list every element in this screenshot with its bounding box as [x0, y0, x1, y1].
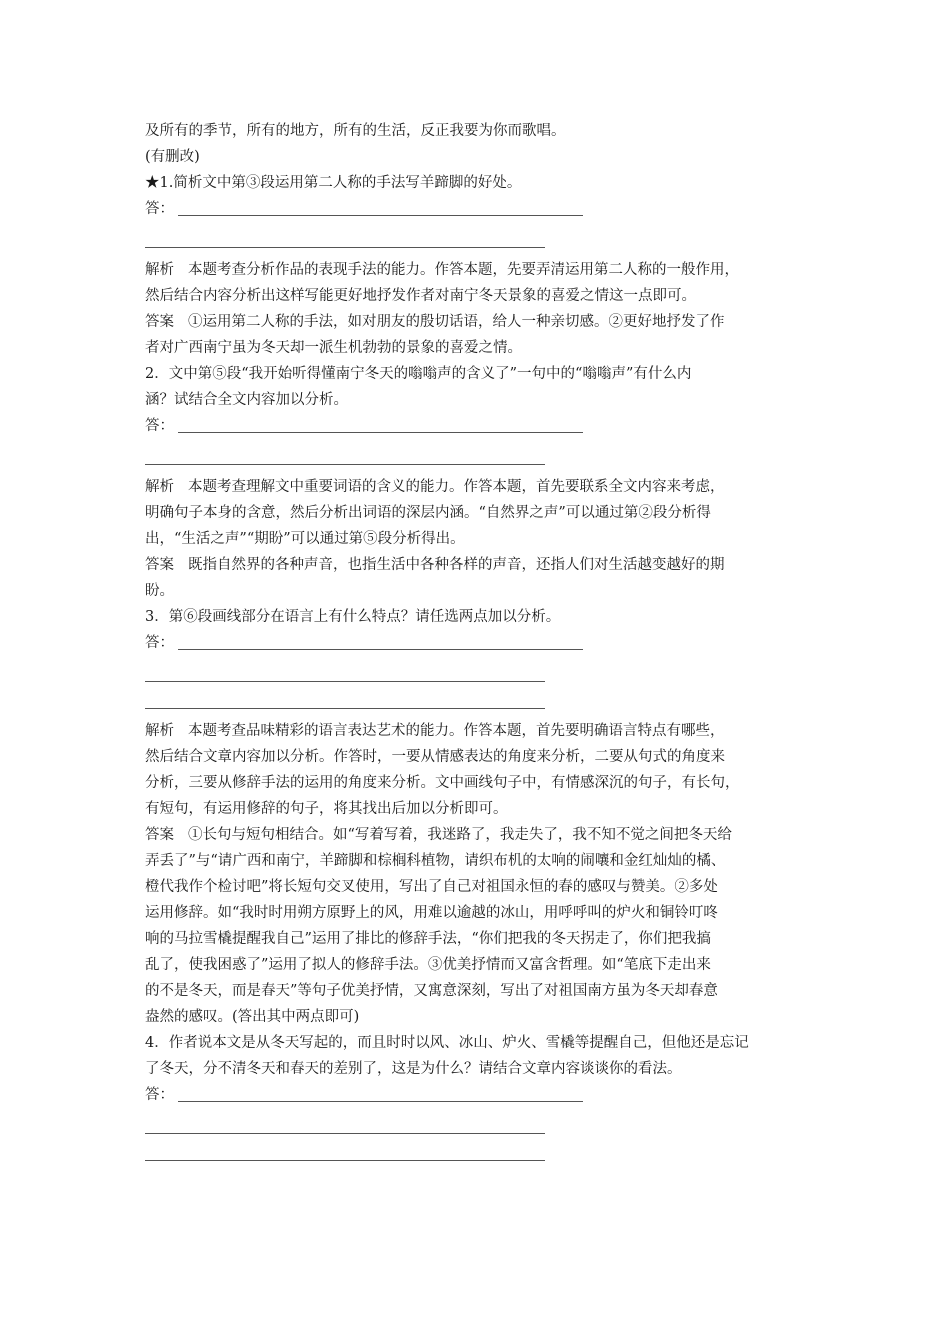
answer-line[interactable]	[178, 431, 583, 433]
answer-3-line-2: 弄丢了”与“请广西和南宁，羊蹄脚和棕榈科植物，请织布机的太响的闹嚷和金红灿灿的橘、	[145, 853, 726, 869]
answer-line[interactable]	[145, 439, 545, 465]
analysis-3-line-4: 有短句，有运用修辞的句子，将其找出后加以分析即可。	[145, 801, 508, 817]
answer-2-line-2: 盼。	[145, 583, 174, 599]
analysis-2-line-3: 出，“生活之声”“期盼”可以通过第⑤段分析得出。	[145, 531, 465, 547]
analysis-3-line-1: 解析 本题考查品味精彩的语言表达艺术的能力。作答本题，首先要明确语言特点有哪些，	[145, 723, 725, 739]
analysis-3-line-3: 分析，三要从修辞手法的运用的角度来分析。文中画线句子中，有情感深沉的句子，有长句，	[145, 775, 740, 791]
answer-area-2[interactable]	[145, 413, 805, 439]
answer-2-line-1: 答案 既指自然界的各种声音，也指生活中各种各样的声音，还指人们对生活越变越好的期	[145, 557, 725, 573]
answer-3-line-8: 盎然的感叹。(答出其中两点即可)	[145, 1009, 360, 1025]
answer-line[interactable]	[178, 1100, 583, 1102]
answer-line[interactable]	[178, 214, 583, 216]
answer-1-line-2: 者对广西南宁虽为冬天却一派生机勃勃的景象的喜爱之情。	[145, 340, 522, 356]
analysis-2-line-2: 明确句子本身的含意，然后分析出词语的深层内涵。“自然界之声”可以通过第②段分析得	[145, 505, 711, 521]
answer-tag: 答案	[145, 557, 174, 573]
answer-3-line-5: 响的马拉雪橇提醒我自己”运用了排比的修辞手法，“你们把我的冬天拐走了，你们把我搞	[145, 931, 711, 947]
answer-line[interactable]	[145, 1108, 545, 1134]
question-1: ★1.简析文中第③段运用第二人称的手法写羊蹄脚的好处。	[145, 175, 522, 191]
answer-label: 答：	[145, 418, 174, 434]
answer-line[interactable]	[145, 656, 545, 682]
answer-area-3[interactable]	[145, 630, 805, 656]
answer-label: 答：	[145, 201, 174, 217]
answer-line[interactable]	[145, 683, 545, 709]
analysis-tag: 解析	[145, 479, 174, 495]
question-4-line-2: 了冬天，分不清冬天和春天的差别了，这是为什么？请结合文章内容谈谈你的看法。	[145, 1061, 682, 1077]
source-note: (有删改)	[145, 149, 200, 165]
analysis-1-line-1: 解析 本题考查分析作品的表现手法的能力。作答本题，先要弄清运用第二人称的一般作用，	[145, 262, 739, 278]
answer-tag: 答案	[145, 827, 174, 843]
answer-3-line-1: 答案 ①长句与短句相结合。如“写着写着，我迷路了，我走失了，我不知不觉之间把冬天给	[145, 827, 732, 843]
answer-label: 答：	[145, 635, 174, 651]
question-2-line-1: 2．文中第⑤段“我开始听得懂南宁冬天的嗡嗡声的含义了”一句中的“嗡嗡声”有什么内	[145, 366, 692, 382]
question-4-line-1: 4．作者说本文是从冬天写起的，而且时时以风、冰山、炉火、雪橇等提醒自己，但他还是忘记	[145, 1035, 749, 1051]
answer-label: 答：	[145, 1087, 174, 1103]
analysis-3-line-2: 然后结合文章内容加以分析。作答时，一要从情感表达的角度来分析，二要从句式的角度来	[145, 749, 725, 765]
intro-line-1: 及所有的季节，所有的地方，所有的生活，反正我要为你而歌唱。	[145, 123, 566, 139]
answer-line[interactable]	[145, 222, 545, 248]
document-page	[145, 118, 805, 1162]
answer-line[interactable]	[145, 1135, 545, 1161]
question-3: 3．第⑥段画线部分在语言上有什么特点？请任选两点加以分析。	[145, 609, 561, 625]
analysis-1-line-2: 然后结合内容分析出这样写能更好地抒发作者对南宁冬天景象的喜爱之情这一点即可。	[145, 288, 696, 304]
answer-line[interactable]	[178, 648, 583, 650]
question-2-line-2: 涵？试结合全文内容加以分析。	[145, 392, 348, 408]
analysis-2-line-1: 解析 本题考查理解文中重要词语的含义的能力。作答本题，首先要联系全文内容来考虑，	[145, 479, 725, 495]
answer-1-line-1: 答案 ①运用第二人称的手法，如对朋友的殷切话语，给人一种亲切感。②更好地抒发了作	[145, 314, 725, 330]
answer-area-4[interactable]	[145, 1082, 805, 1108]
answer-3-line-7: 的不是冬天，而是春天”等句子优美抒情，又寓意深刻，写出了对祖国南方虽为冬天却春意	[145, 983, 718, 999]
analysis-tag: 解析	[145, 262, 174, 278]
answer-area-1[interactable]	[145, 196, 805, 222]
answer-3-line-6: 乱了，使我困惑了”运用了拟人的修辞手法。③优美抒情而又富含哲理。如“笔底下走出来	[145, 957, 711, 973]
answer-tag: 答案	[145, 314, 174, 330]
analysis-tag: 解析	[145, 723, 174, 739]
answer-3-line-3: 橙代我作个检讨吧”将长短句交叉使用，写出了自己对祖国永恒的春的感叹与赞美。②多处	[145, 879, 718, 895]
answer-3-line-4: 运用修辞。如“我时时用朔方原野上的风，用难以逾越的冰山，用呼呼叫的炉火和铜铃叮咚	[145, 905, 718, 921]
